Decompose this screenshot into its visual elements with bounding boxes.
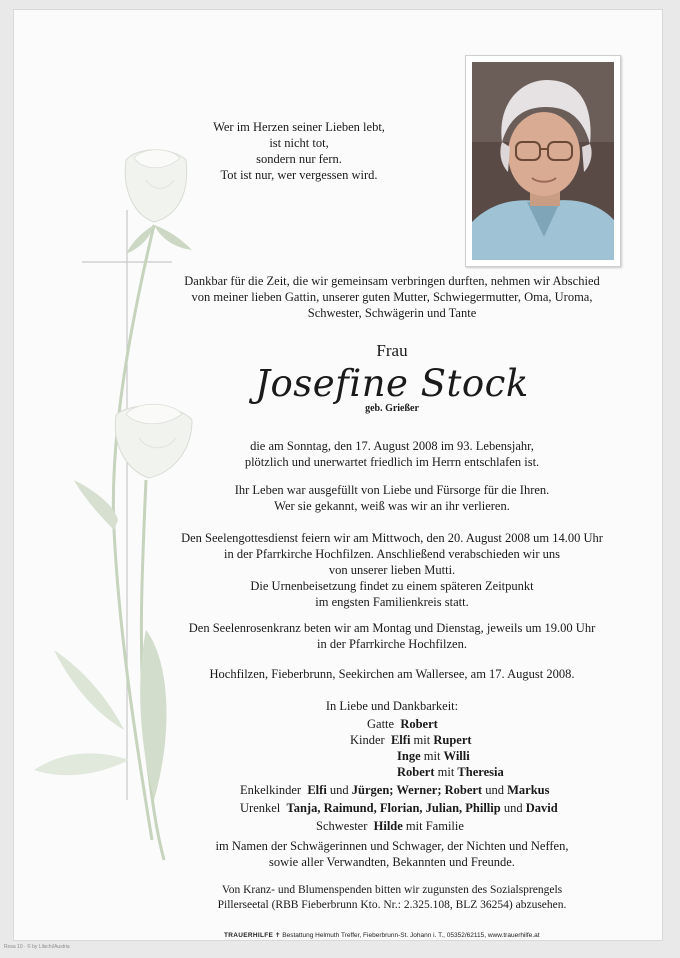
name-grandchild: Markus: [507, 783, 550, 797]
closing-line: In Liebe und Dankbarkeit:: [325, 699, 459, 713]
connector: mit: [413, 733, 431, 747]
poem-line: sondern nur fern.: [256, 152, 342, 166]
connector: mit: [423, 749, 441, 763]
life-text: [144, 482, 640, 514]
death-line: plötzlich und unerwartet friedlich im Herrn entschlafen ist.: [244, 455, 540, 469]
donation-line: Pillerseetal (RBB Fieberbrunn Kto. Nr.: 2.325.108, BLZ 36254) abzusehen.: [217, 899, 567, 911]
name-grandchild: Elfi: [307, 783, 327, 797]
name-great-grandchild: David: [525, 801, 558, 815]
donation-text: [144, 883, 640, 913]
name-sister: Hilde: [373, 819, 403, 833]
footer-brand: TRAUERHILFE: [224, 932, 274, 939]
intro-line: Schwester, Schwägerin und Tante: [307, 306, 477, 320]
title-frau: Frau: [376, 341, 408, 360]
family-row-enkel: [240, 782, 549, 798]
place-date: Hochfilzen, Fieberbrunn, Seekirchen am Wallersee, am 17. August 2008.: [209, 667, 575, 681]
intro-text: [144, 273, 640, 321]
family-row-kinder-2: [397, 748, 470, 764]
obituary-sheet: [14, 10, 662, 940]
donation-line: Von Kranz- und Blumenspenden bitten wir zugunsten des Sozialsprengels: [221, 884, 563, 896]
label-gatte: Gatte: [367, 717, 395, 731]
service-line: Den Seelengottesdienst feiern wir am Mittwoch, den 20. August 2008 um 14.00 Uhr: [181, 531, 603, 545]
imprint: Rosa 10 · © by Lilschi/Austria: [4, 944, 70, 950]
name-grandchild: Jürgen; Werner; Robert: [351, 783, 483, 797]
intro-line: von meiner lieben Gattin, unserer guten Mutter, Schwiegermutter, Oma, Uroma,: [191, 290, 593, 304]
name-child: Robert: [397, 765, 435, 779]
cross-icon: ✝: [274, 932, 281, 939]
relatives-line: im Namen der Schwägerinnen und Schwager, der Nichten und Neffen,: [215, 839, 569, 853]
service-line: im engsten Familienkreis statt.: [315, 595, 469, 609]
rosary-text: [144, 620, 640, 652]
portrait-frame: [465, 55, 621, 267]
portrait-photo: [472, 62, 614, 260]
relatives-text: [144, 838, 640, 870]
poem-line: Tot ist nur, wer vergessen wird.: [220, 168, 378, 182]
connector: und: [485, 783, 504, 797]
poem-line: Wer im Herzen seiner Lieben lebt,: [213, 120, 385, 134]
name-partner: Rupert: [433, 733, 472, 747]
death-line: die am Sonntag, den 17. August 2008 im 93. Lebensjahr,: [250, 439, 534, 453]
family-row-gatte: [367, 716, 438, 732]
family-row-schwester: [316, 818, 464, 834]
name-great-grandchild: Tanja, Raimund, Florian, Julian, Phillip: [286, 801, 501, 815]
funeral-home-footer: [224, 931, 540, 939]
name-partner: Willi: [443, 749, 470, 763]
deceased-name: Josefine Stock: [255, 362, 529, 405]
family-row-kinder: [350, 732, 472, 748]
poem-line: ist nicht tot,: [269, 136, 329, 150]
rosary-line: in der Pfarrkirche Hochfilzen.: [317, 637, 467, 651]
death-notice: [144, 438, 640, 470]
connector: und: [503, 801, 523, 815]
poem: [174, 119, 424, 183]
connector: mit Familie: [405, 819, 464, 833]
name-child: Elfi: [390, 733, 411, 747]
family-row-kinder-3: [397, 764, 504, 780]
service-text: [144, 530, 640, 610]
relatives-line: sowie aller Verwandten, Bekannten und Freunde.: [269, 855, 515, 869]
label-kinder: Kinder: [350, 733, 385, 747]
intro-line: Dankbar für die Zeit, die wir gemeinsam verbringen durften, nehmen wir Abschied: [184, 274, 600, 288]
life-line: Ihr Leben war ausgefüllt von Liebe und Fürsorge für die Ihren.: [234, 483, 550, 497]
footer-text: Bestattung Helmuth Treffer, Fieberbrunn-St. Johann i. T., 05352/62115, www.trauerhilfe.at: [282, 932, 540, 939]
connector: mit: [437, 765, 455, 779]
service-line: von unserer lieben Mutti.: [328, 563, 456, 577]
label-schwester: Schwester: [316, 819, 368, 833]
rosary-line: Den Seelenrosenkranz beten wir am Montag und Dienstag, jeweils um 19.00 Uhr: [188, 621, 596, 635]
life-line: Wer sie gekannt, weiß was wir an ihr verlieren.: [274, 499, 510, 513]
service-line: in der Pfarrkirche Hochfilzen. Anschließend verabschieden wir uns: [224, 547, 560, 561]
service-line: Die Urnenbeisetzung findet zu einem späteren Zeitpunkt: [250, 579, 534, 593]
name-child: Inge: [397, 749, 421, 763]
family-row-urenkel: [240, 800, 558, 816]
name-partner: Theresia: [457, 765, 504, 779]
name-gatte: Robert: [400, 717, 438, 731]
label-urenkel: Urenkel: [240, 801, 281, 815]
label-enkel: Enkelkinder: [240, 783, 302, 797]
connector: und: [329, 783, 349, 797]
maiden-name: geb. Grießer: [365, 403, 419, 414]
